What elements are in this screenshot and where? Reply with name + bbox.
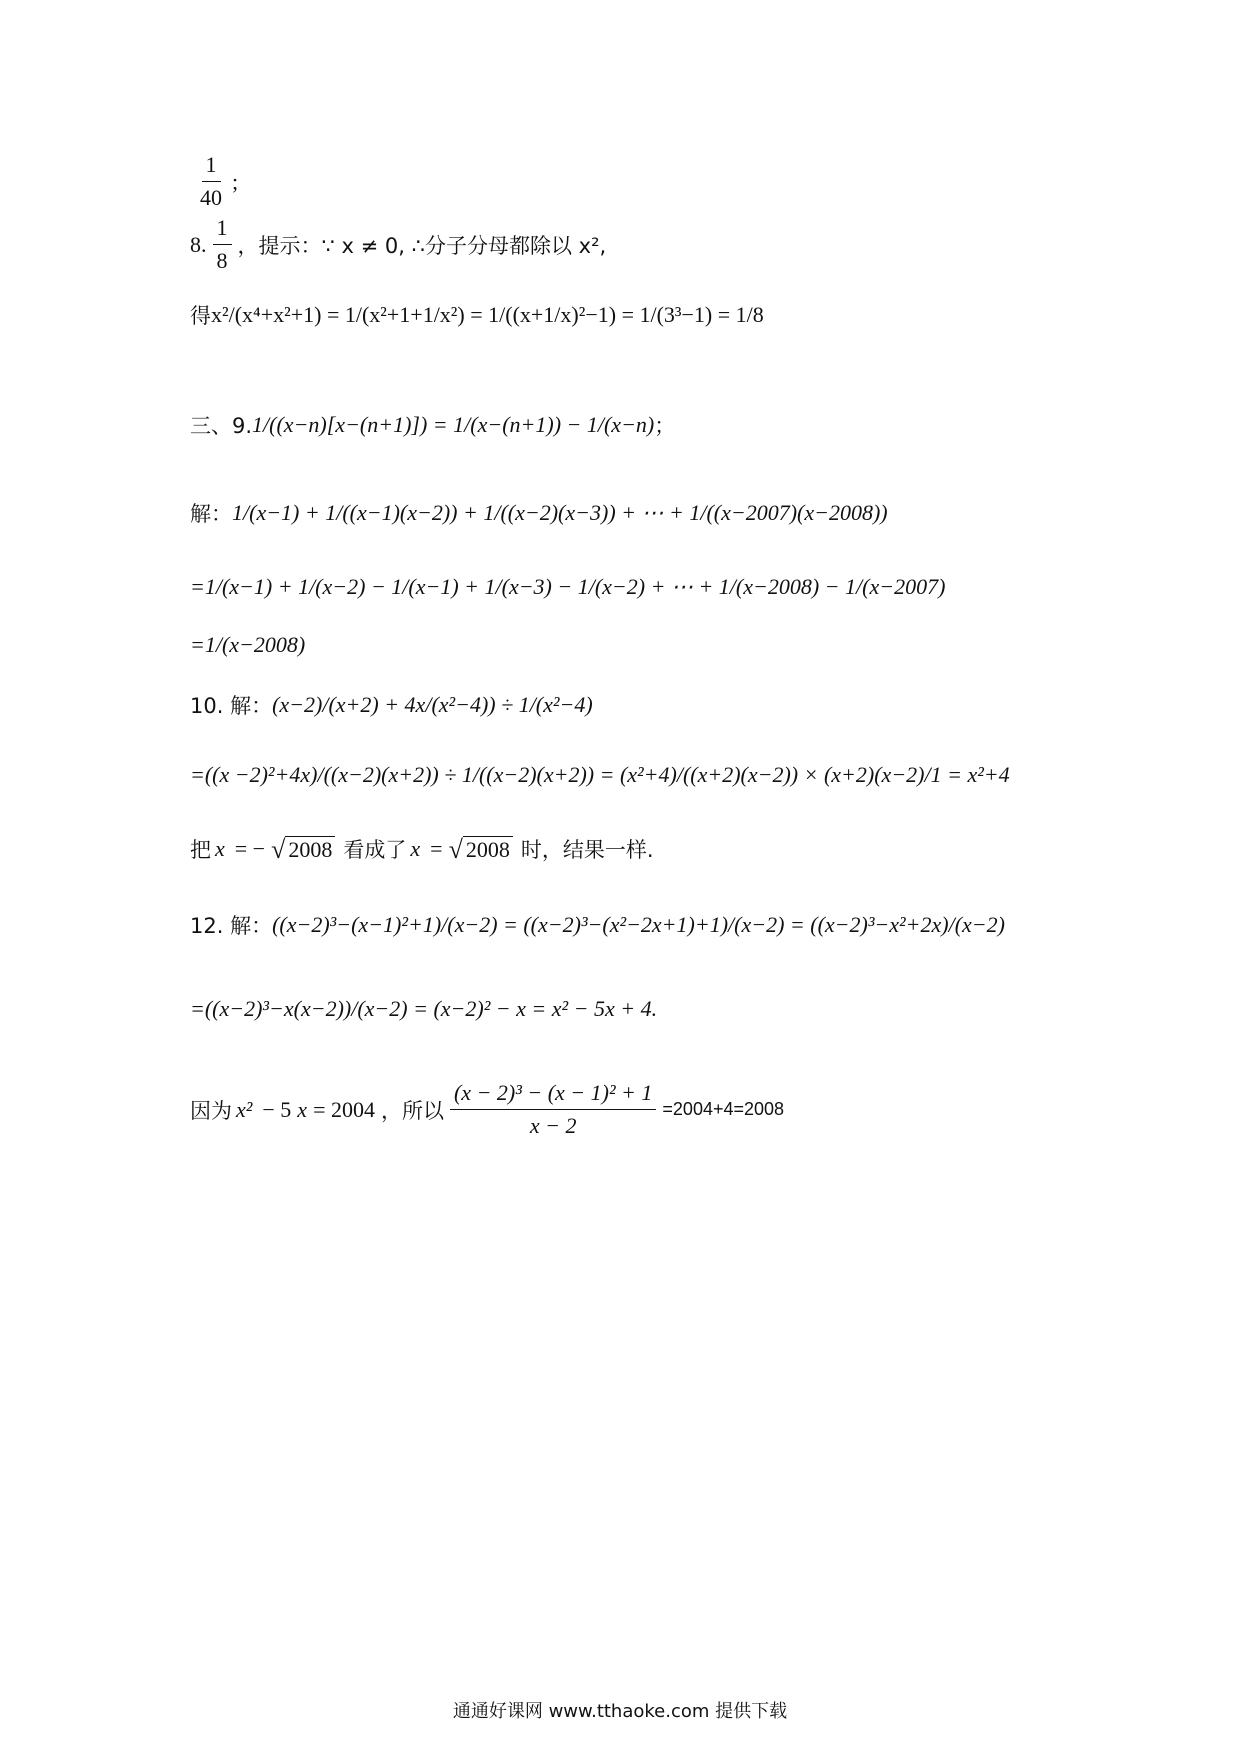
sqrt-2008-b: √ 2008: [449, 836, 513, 863]
solution-sum: 1/(x−1) + 1/((x−1)(x−2)) + 1/((x−2)(x−3)) + ⋯ + 1/((x−2007)(x−2008)): [232, 500, 888, 525]
question-8-line: 8. $\frac{1}{8}$ ，提示：∵ x ≠ 0, ∴分子分母都除以 x²,: [190, 215, 607, 273]
fraction-1-40: $\frac{1}{40}$: [200, 152, 222, 210]
q12b-equation: =((x−2)³−x(x−2))/(x−2) = (x−2)² − x = x² − 5x + 4.: [190, 996, 658, 1021]
q8b-equation: x²/(x⁴+x²+1) = 1/(x²+1+1/x²) = 1/((x+1/x)²−1) = 1/(3³−1) = 1/8: [211, 302, 764, 327]
solution-line-3: [190, 632, 305, 658]
solution-line-2: [190, 574, 945, 600]
sqrt-2008-a: √ 2008: [271, 836, 335, 863]
q9-identity: 1/((x−n)[x−(n+1)]) = 1/(x−(n+1)) − 1/(x−n): [252, 412, 655, 437]
solution-telescoping: =1/(x−1) + 1/(x−2) − 1/(x−1) + 1/(x−3) − 1/(x−2) + ⋯ + 1/(x−2008) − 1/(x−2007): [190, 574, 946, 599]
question-12-line: 12. 解： ((x−2)³−(x−1)²+1)/(x−2) = ((x−2)³−(x²−2x+1)+1)/(x−2) = ((x−2)³−x²+2x)/(x−2): [190, 912, 1005, 938]
question-13-line: 因为 x² − 5 x = 2004 ，所以 $\frac{\text{(x − 2)³ − (x − 1)² + 1}}{x - 2}$ =2004+4=2008: [190, 1080, 785, 1138]
footer-download-notice: 通通好课网 www.tthaoke.com 提供下载: [452, 1701, 788, 1722]
q12-equation: ((x−2)³−(x−1)²+1)/(x−2) = ((x−2)³−(x²−2x+1)+1)/(x−2) = ((x−2)³−x²+2x)/(x−2): [272, 912, 1005, 937]
question-10-derivation: [190, 762, 1010, 788]
question-8-derivation: 得 x²/(x⁴+x²+1) = 1/(x²+1+1/x²) = 1/((x+1/x)²−1) = 1/(3³−1) = 1/8: [190, 302, 764, 328]
question-11-line: 把 x = − √ 2008 看成了 x = √ 2008 时，结果一样.: [190, 834, 654, 864]
q13-fraction: $\frac{\text{(x − 2)³ − (x − 1)² + 1}}{x - 2}$: [450, 1080, 656, 1139]
answer-line-1: $\frac{1}{40}$ ;: [190, 152, 238, 211]
fraction-1-8: $\frac{1}{8}$: [213, 215, 232, 274]
question-12-derivation: [190, 996, 657, 1022]
question-10-line: 10. 解： (x−2)/(x+2) + 4x/(x²−4)) ÷ 1/(x²−4): [190, 692, 593, 718]
q10b-equation: =((x −2)²+4x)/((x−2)(x+2)) ÷ 1/((x−2)(x+2)) = (x²+4)/((x+2)(x−2)) × (x+2)(x−2)/1 = x²+4: [190, 762, 1010, 787]
q10-expression: (x−2)/(x+2) + 4x/(x²−4)) ÷ 1/(x²−4): [272, 692, 593, 717]
solution-result: =1/(x−2008): [190, 632, 306, 657]
solution-line-1: 解： 1/(x−1) + 1/((x−1)(x−2)) + 1/((x−2)(x−3)) + ⋯ + 1/((x−2007)(x−2008)): [190, 500, 888, 526]
question-9-line: 三、9. 1/((x−n)[x−(n+1)]) = 1/(x−(n+1)) − 1/(x−n) ；: [190, 412, 676, 438]
question-8-hint: ，提示：∵ x ≠ 0, ∴分子分母都除以 x²,: [237, 233, 607, 258]
